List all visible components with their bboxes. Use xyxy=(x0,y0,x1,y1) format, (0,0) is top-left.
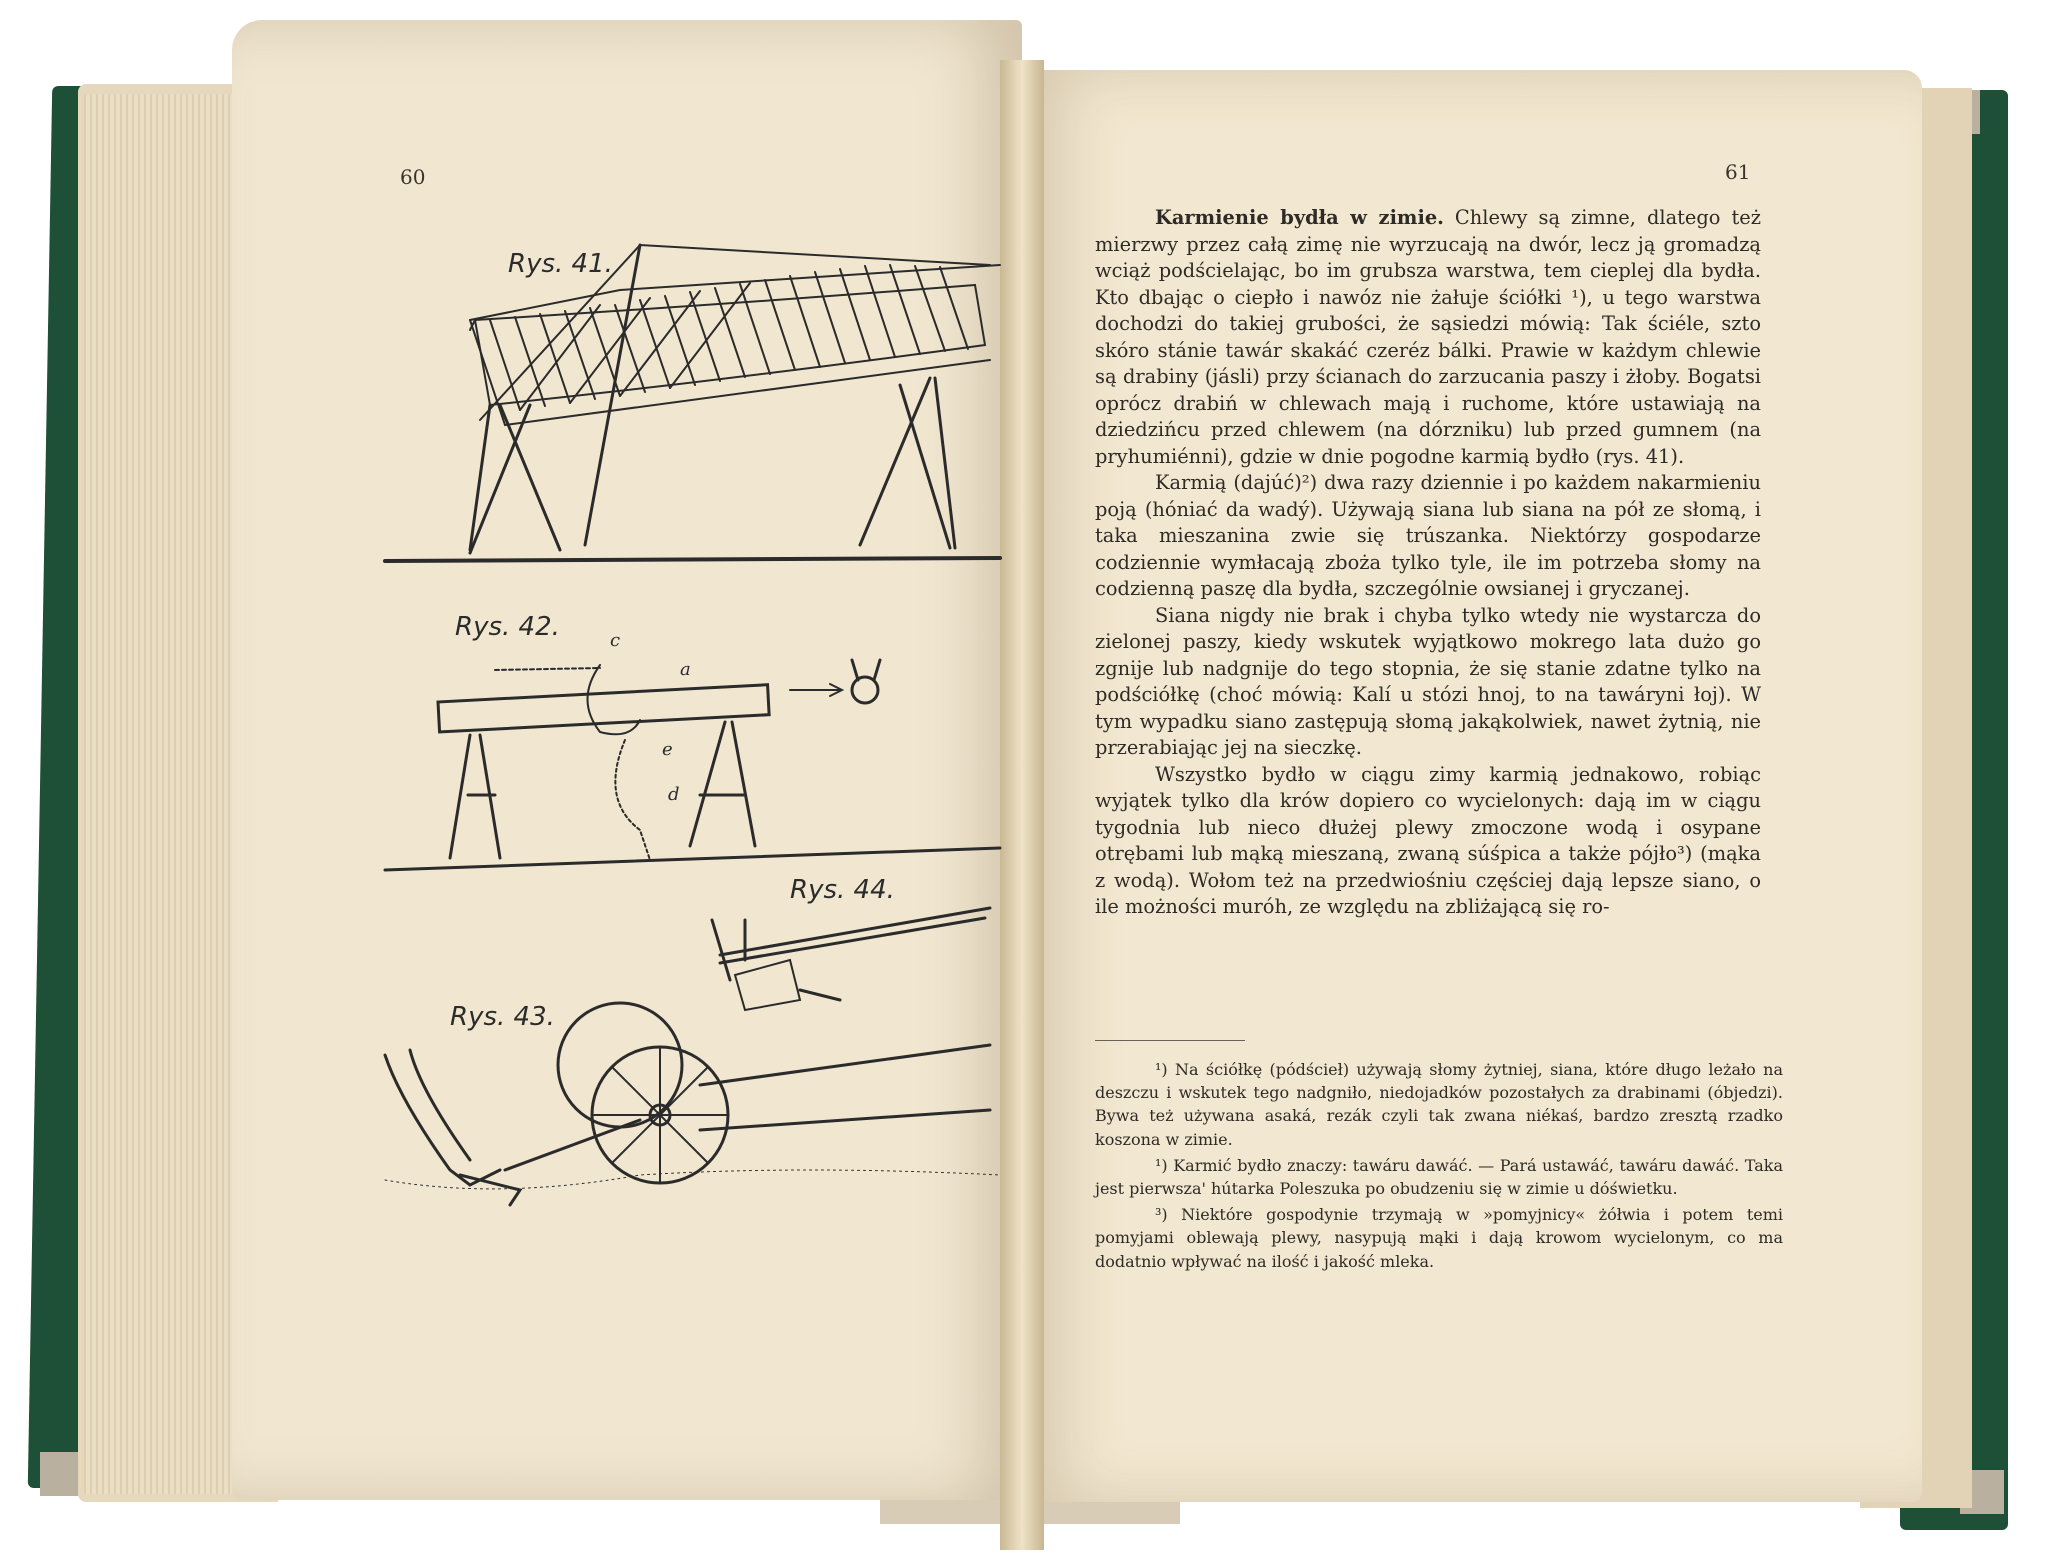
footnotes xyxy=(1095,1058,1783,1276)
figure-label-41: Rys. 41. xyxy=(508,249,613,279)
figure-label-43: Rys. 43. xyxy=(450,1002,555,1032)
footnote-3: ³) Niektóre gospodynie trzymają w »pomyjnicy« żółwia i potem temi pomyjami oblewają plewy, nasypują mąki i dają krowom wycielonym, co ma dodatnio wpływać na ilość i jakość mleka. xyxy=(1095,1205,1783,1271)
footnote-2: ¹) Karmić bydło znaczy: tawáru dawáć. — Pará ustawáć, tawáru dawáć. Taka jest pierwsza' hútarka Poleszuka po obudzeniu się w zimie u dóświetku. xyxy=(1095,1155,1783,1199)
trestle-illustration xyxy=(385,660,1000,870)
fig42-label-c: c xyxy=(610,630,621,651)
fig42-label-e: e xyxy=(662,739,673,760)
rack-illustration xyxy=(385,245,1000,561)
paragraph-3: Siana nigdy nie brak i chyba tylko wtedy nie wystarcza do zielonej paszy, kiedy wskutek wyjątkowo mokrego lata dużo go zgnije lub nadgnije do tego stopnia, że się stanie zdatne tylko na podściółkę (choć mówią: Kalí u stózi hnoj, to na tawáryni łoj). W tym wypadku siano zastępują słomą jakąkolwiek, nawet żytnią, nie przerabiając jej na sieczkę. xyxy=(1095,603,1761,759)
figure-label-42: Rys. 42. xyxy=(455,612,560,642)
right-page-body xyxy=(1095,205,1761,921)
plough-illustration xyxy=(712,908,990,1010)
fig42-label-d: d xyxy=(668,784,680,805)
paragraph-2: Karmią (dajúć)²) dwa razy dziennie i po każdem nakarmieniu poją (hóniać da wadý). Używają siana lub siana na pół ze słomą, i taka mieszanina zwie się trúszanka. Niektórzy gospodarze codziennie wymłacają zboża tylko tyle, ile im potrzeba słomy na codzienną paszę dla bydła, szczególnie owsianej i gryczanej. xyxy=(1095,471,1761,600)
footnote-rule xyxy=(1095,1040,1245,1041)
page-number-right: 61 xyxy=(1725,160,1751,184)
fig42-label-a: a xyxy=(680,659,691,680)
footnote-1: ¹) Na ściółkę (pódścieł) używają słomy żytniej, siana, które długo leżało na deszczu i wskutek tego nadgniło, niedojadków pozostałych za drabinami (óbjedzi). Bywa też używana asaká, rezák czyli tak zwana niékaś, bardzo zresztą rzadko koszona w zimie. xyxy=(1095,1060,1783,1149)
section-heading: Karmienie bydła w zimie. xyxy=(1155,206,1444,229)
paragraph-1-text: Chlewy są zimne, dlatego też mierzwy przez całą zimę nie wyrzucają na dwór, lecz ją gromadzą wciąż podścielając, bo im grubsza warstwa, tem cieplej dla bydła. Kto dbając o ciepło i nawóz nie żałuje ściółki ¹), u tego warstwa dochodzi do takiej grubości, że sąsiedzi mówią: Tak ściéle, szto skóro stánie tawár skakáć czeréz bálki. Prawie w każdym chlewie są drabiny (jásli) przy ścianach do zarzucania paszy i żłoby. Bogatsi oprócz drabiń w chlewach mają i ruchome, które ustawiają na dziedzińcu przed chlewem (na dórzniku) lub przed gumnem (na pryhumiénni), gdzie w dnie pogodne karmią bydło (rys. 41). xyxy=(1095,206,1761,468)
paragraph-4: Wszystko bydło w ciągu zimy karmią jednakowo, robiąc wyjątek tylko dla krów dopiero co wycielonych: dają im w ciągu tygodnia lub nieco dłużej plewy zmoczone wodą i osypane otrębami lub mąką mieszaną, zwaną súśpica a także pójło³) (mąka z wodą). Wołom też na przedwiośniu częściej dają lepsze siano, o ile możności muróh, ze względu na zbliżającą się ro- xyxy=(1095,762,1761,918)
rack-slats xyxy=(490,265,968,410)
cart-illustration xyxy=(385,1003,1000,1205)
figure-label-44: Rys. 44. xyxy=(790,875,895,905)
paragraph-1 xyxy=(1095,205,1761,470)
page-number-left: 60 xyxy=(400,165,426,189)
